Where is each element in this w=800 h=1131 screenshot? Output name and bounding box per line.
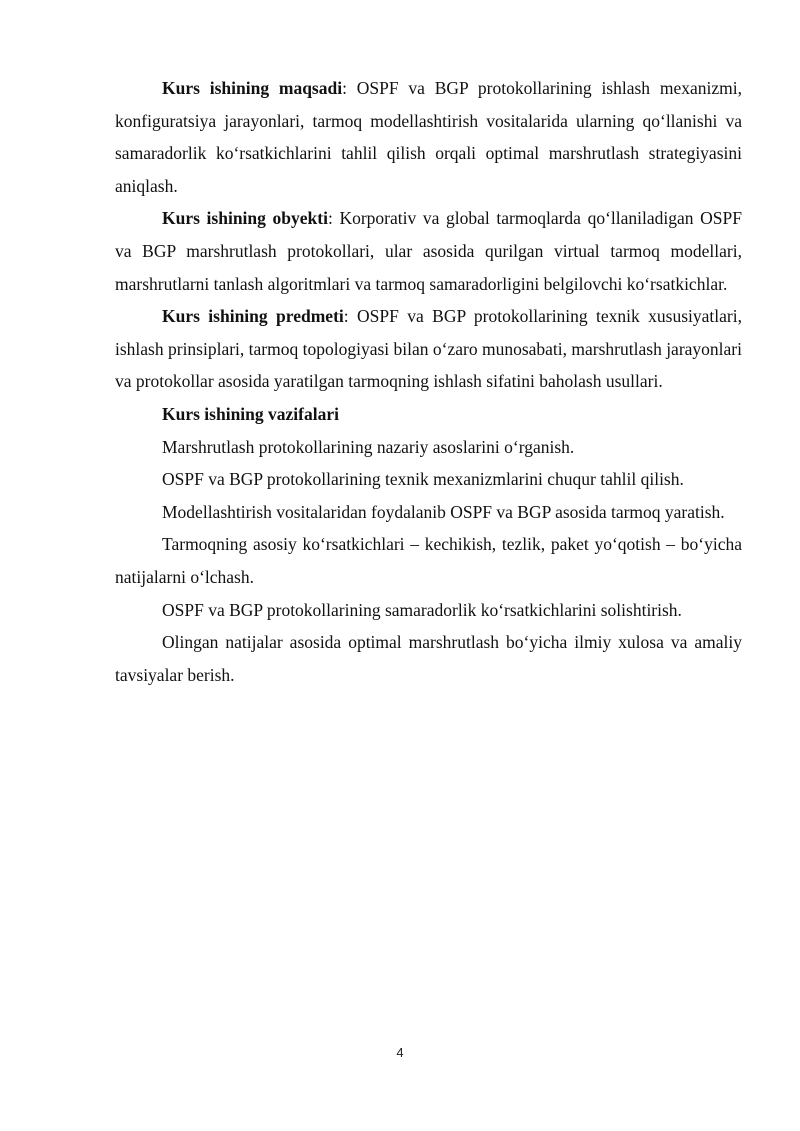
subject-label: Kurs ishining predmeti [162,306,344,327]
object-paragraph [115,202,742,300]
page-number: 4 [396,1045,404,1060]
object-label: Kurs ishining obyekti [162,208,328,229]
subject-paragraph [115,300,742,398]
task-item-6: Olingan natijalar asosida optimal marshrutlash bo‘yicha ilmiy xulosa va amaliy tavsiyalar berish. [115,632,742,685]
goal-text: : OSPF va BGP protokollarining ishlash mexanizmi, konfiguratsiya jarayonlari, tarmoq modellashtirish vositalarida ularning qo‘llanishi va samaradorlik ko‘rsatkichlarini tahlil qilish orqali optimal marshrutlash strategiyasini aniqlash. [115,78,742,196]
task-item-2: OSPF va BGP protokollarining texnik mexanizmlarini chuqur tahlil qilish. [162,469,684,490]
tasks-heading: Kurs ishining vazifalari [162,403,339,424]
task-item-4: Tarmoqning asosiy ko‘rsatkichlari – kechikish, tezlik, paket yo‘qotish – bo‘yicha natijalarni o‘lchash. [115,534,742,587]
subject-text: : OSPF va BGP protokollarining texnik xususiyatlari, ishlash prinsiplari, tarmoq topologiyasi bilan o‘zaro munosabati, marshrutlash jarayonlari va protokollar asosida yaratilgan tarmoqning ishlash sifatini baholash usullari. [115,306,742,392]
task-item-5: OSPF va BGP protokollarining samaradorlik ko‘rsatkichlarini solishtirish. [162,599,682,620]
task-item-3: Modellashtirish vositalaridan foydalanib OSPF va BGP asosida tarmoq yaratish. [162,501,725,522]
goal-label: Kurs ishining maqsadi [162,78,343,98]
goal-paragraph [115,72,742,202]
task-item-1: Marshrutlash protokollarining nazariy asoslarini o‘rganish. [162,436,575,457]
document-page [115,72,742,691]
object-text: : Korporativ va global tarmoqlarda qo‘llaniladigan OSPF va BGP marshrutlash protokollari, ular asosida qurilgan virtual tarmoq modellari, marshrutlarni tanlash algoritmlari va tarmoq samaradorligini belgilovchi ko‘rsatkichlar. [115,208,742,294]
